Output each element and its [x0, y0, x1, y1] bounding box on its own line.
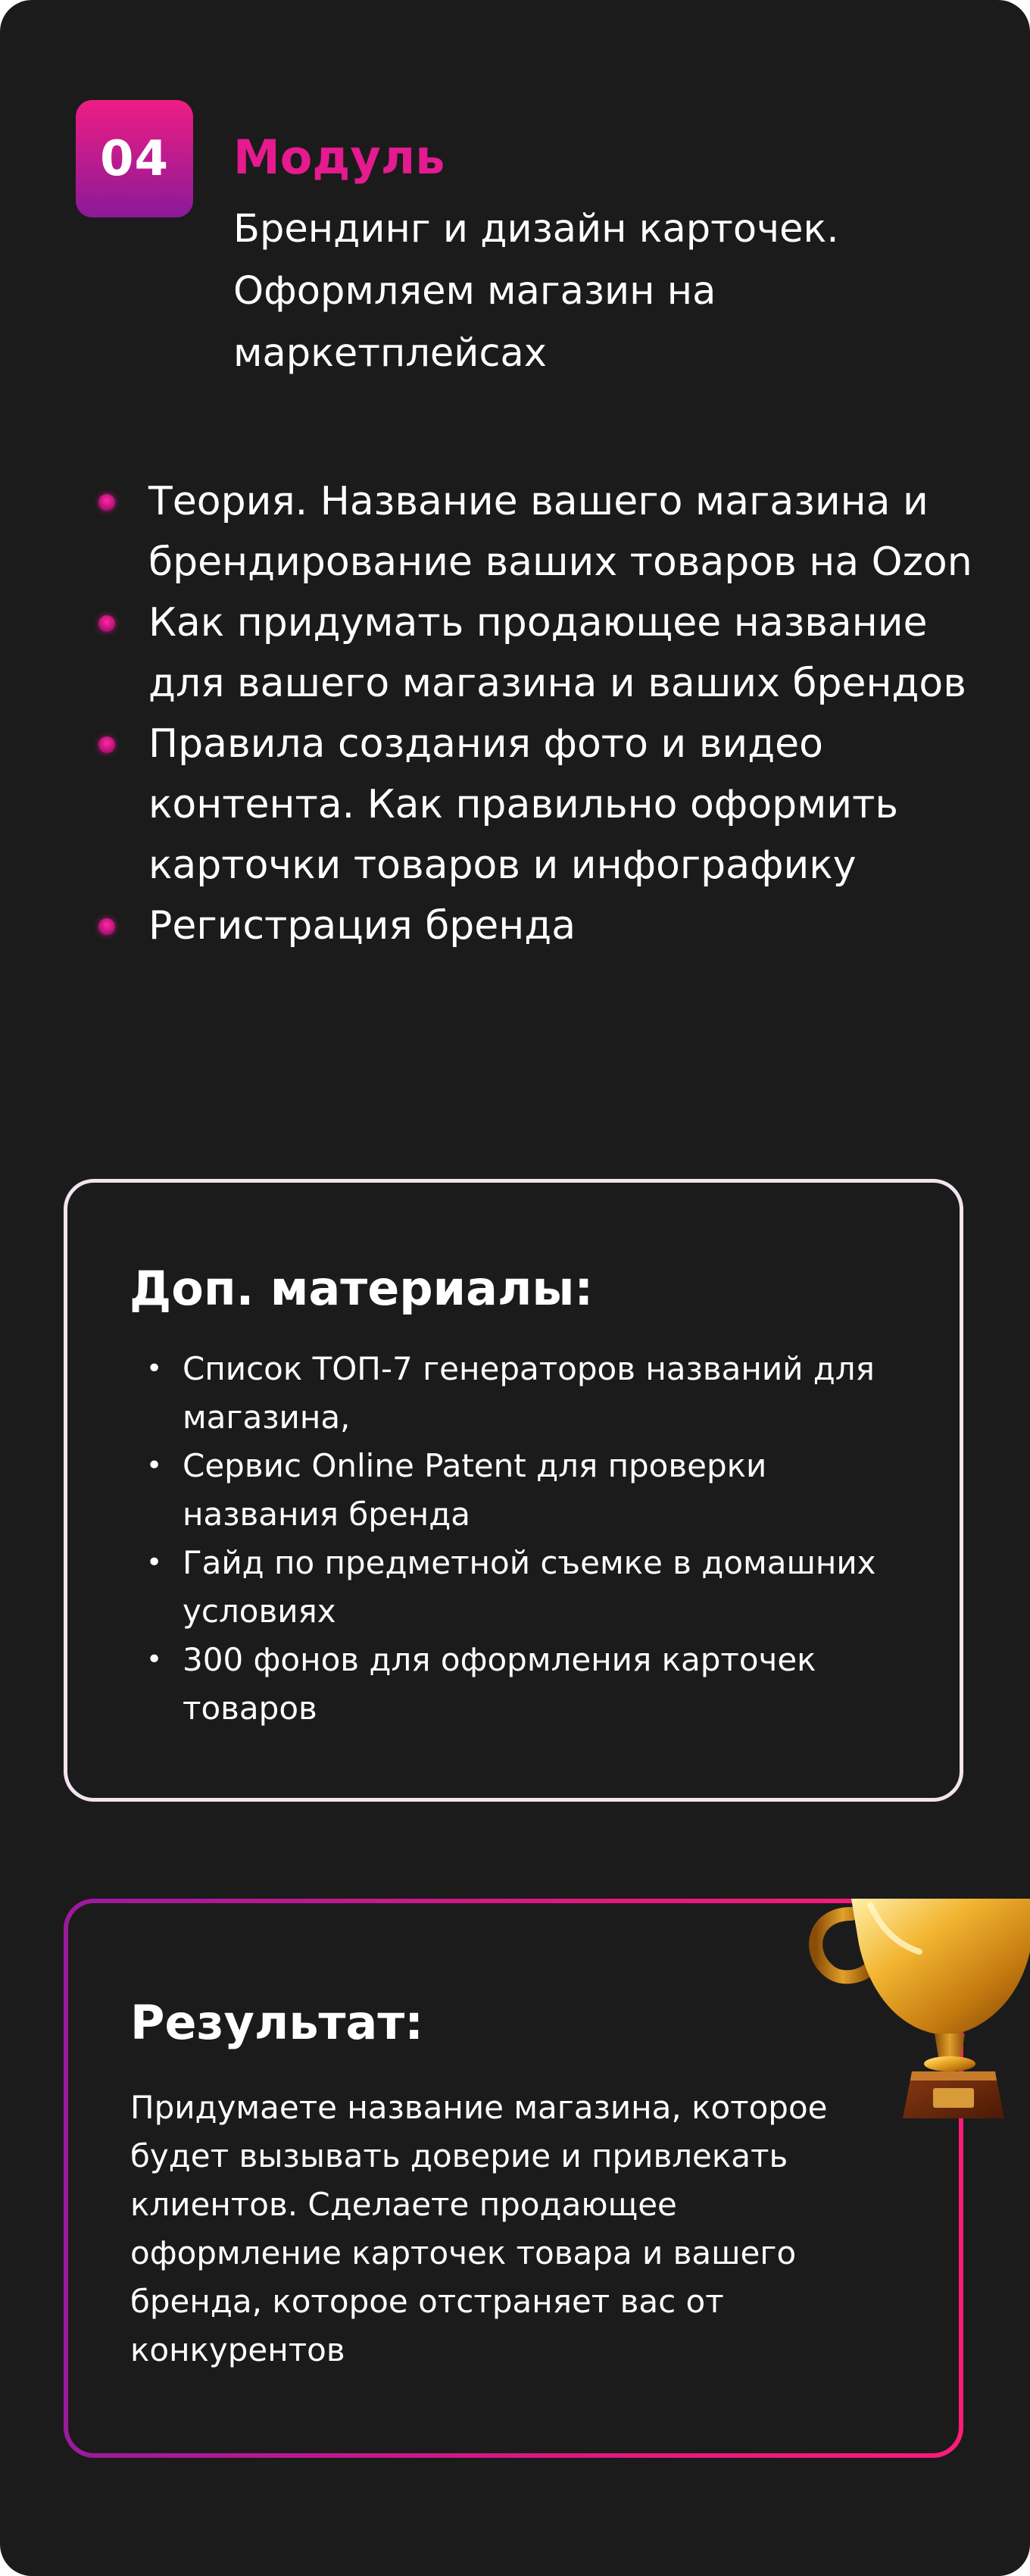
material-text: Сервис Online Patent для проверки названия бренда	[183, 1447, 767, 1533]
topic-item	[98, 471, 992, 592]
bullet-dot-icon	[98, 494, 115, 511]
material-text: Гайд по предметной съемке в домашних условиях	[183, 1544, 876, 1630]
bullet-dot-icon	[98, 615, 115, 632]
bullet-icon: •	[146, 1547, 163, 1578]
topic-text: Теория. Название вашего магазина и брендирование ваших товаров на Ozon	[148, 479, 972, 585]
topic-item	[98, 592, 992, 714]
topic-text: Правила создания фото и видео контента. Как правильно оформить карточки товаров и инфографику	[148, 721, 899, 888]
material-item	[146, 1636, 904, 1733]
materials-list	[146, 1345, 904, 1733]
topic-text: Регистрация бренда	[148, 903, 576, 949]
bullet-icon: •	[146, 1644, 163, 1675]
material-item	[146, 1345, 904, 1442]
materials-box	[64, 1179, 963, 1802]
result-title: Результат:	[130, 1995, 424, 2050]
bullet-dot-icon	[98, 918, 115, 935]
topic-text: Как придумать продающее название для вашего магазина и ваших брендов	[148, 600, 966, 706]
materials-title: Доп. материалы:	[130, 1261, 594, 1316]
module-label: Модуль	[233, 130, 445, 185]
material-item	[146, 1539, 904, 1636]
material-text: Список ТОП-7 генераторов названий для магазина,	[183, 1350, 875, 1436]
bullet-icon: •	[146, 1353, 163, 1384]
material-item	[146, 1442, 904, 1539]
topics-list	[98, 471, 992, 956]
trophy-icon	[798, 1899, 1030, 2123]
material-text: 300 фонов для оформления карточек товаров	[183, 1641, 816, 1727]
topic-item	[98, 896, 992, 956]
module-number-badge	[76, 100, 193, 217]
result-text: Придумаете название магазина, которое будет вызывать доверие и привлекать клиентов. Сделаете продающее оформление карточек товара и вашего бренда, которое отстраняет вас от конкурентов	[130, 2089, 828, 2368]
bullet-dot-icon	[98, 736, 115, 753]
topic-item	[98, 714, 992, 896]
module-number: 04	[99, 130, 170, 187]
bullet-icon: •	[146, 1450, 163, 1481]
module-title: Брендинг и дизайн карточек. Оформляем магазин на маркетплейсах	[233, 207, 839, 376]
